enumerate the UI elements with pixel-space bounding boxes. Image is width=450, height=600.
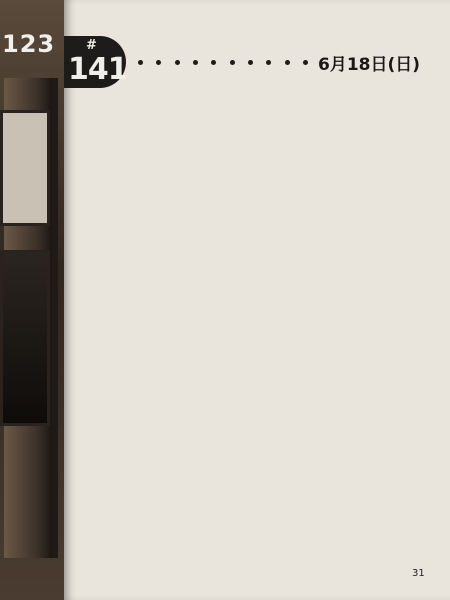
photo-window-upper (0, 110, 50, 226)
photo-panel (0, 0, 66, 600)
episode-date: 6月18日(日) (318, 55, 421, 75)
episode-number: 141 (68, 52, 128, 87)
book-page (64, 0, 450, 600)
photo-window-lower (0, 250, 50, 426)
photo-page-number: 123 (2, 30, 56, 58)
episode-header (64, 36, 444, 88)
episode-badge (64, 36, 126, 88)
episode-hash: # (86, 38, 97, 53)
column-left (74, 96, 234, 556)
header-dot-leader (138, 60, 308, 65)
folio: 31 (412, 568, 425, 579)
column-right (250, 96, 410, 556)
